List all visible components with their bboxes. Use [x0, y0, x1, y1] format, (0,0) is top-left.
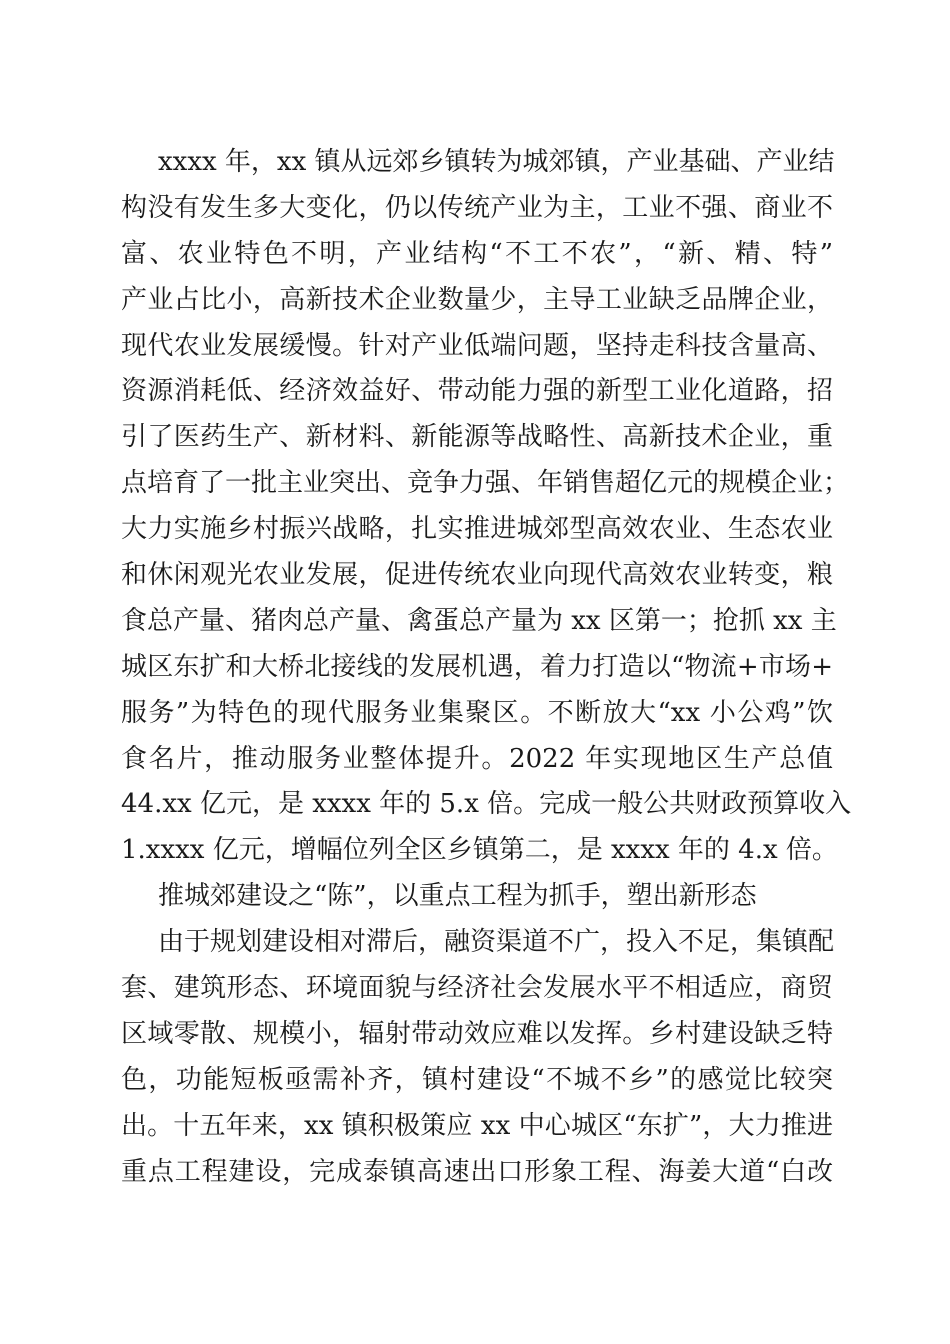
paragraph-line: 现代农业发展缓慢。针对产业低端问题，坚持走科技含量高、 — [121, 330, 833, 361]
paragraph-line: 资源消耗低、经济效益好、带动能力强的新型工业化道路，招 — [121, 376, 833, 407]
paragraph-line: 引了医药生产、新材料、新能源等战略性、高新技术企业，重 — [121, 422, 833, 453]
paragraph-line: 和休闲观光农业发展，促进传统农业向现代高效农业转变，粮 — [121, 560, 833, 591]
paragraph-economy — [121, 140, 852, 874]
paragraph-line: xxxx 年，xx 镇从远郊乡镇转为城郊镇，产业基础、产业结 — [158, 147, 835, 177]
paragraph-line: 出。十五年来，xx 镇积极策应 xx 中心城区“东扩”，大力推进 — [121, 1110, 833, 1141]
section-heading: 推城郊建设之“陈”，以重点工程为抓手，塑出新形态 — [158, 881, 757, 912]
paragraph-line: 重点工程建设，完成泰镇高速出口形象工程、海姜大道“白改 — [121, 1156, 833, 1187]
paragraph-line: 1.xxxx 亿元，增幅位列全区乡镇第二，是 xxxx 年的 4.x 倍。 — [121, 835, 838, 866]
paragraph-line: 食名片，推动服务业整体提升。2022 年实现地区生产总值 — [121, 743, 833, 774]
paragraph-line: 区域零散、规模小，辐射带动效应难以发挥。乡村建设缺乏特 — [121, 1018, 833, 1049]
document-body — [121, 140, 852, 1195]
paragraph-line: 构没有发生多大变化，仍以传统产业为主，工业不强、商业不 — [121, 192, 833, 223]
paragraph-line: 城区东扩和大桥北接线的发展机遇，着力打造以“物流+市场+ — [121, 651, 833, 682]
paragraph-line: 大力实施乡村振兴战略，扎实推进城郊型高效农业、生态农业 — [121, 514, 833, 545]
paragraph-line: 富、农业特色不明，产业结构“不工不农”，“新、精、特” — [121, 238, 833, 269]
paragraph-line: 44.xx 亿元，是 xxxx 年的 5.x 倍。完成一般公共财政预算收入 — [121, 789, 852, 820]
paragraph-line: 点培育了一批主业突出、竞争力强、年销售超亿元的规模企业； — [121, 468, 850, 499]
paragraph-line: 食总产量、猪肉总产量、禽蛋总产量为 xx 区第一；抢抓 xx 主 — [121, 605, 837, 636]
paragraph-line: 色，功能短板亟需补齐，镇村建设“不城不乡”的感觉比较突 — [121, 1064, 833, 1095]
paragraph-line: 服务”为特色的现代服务业集聚区。不断放大“xx 小公鸡”饮 — [121, 697, 833, 728]
paragraph-construction — [121, 920, 833, 1195]
paragraph-line: 产业占比小，高新技术企业数量少，主导工业缺乏品牌企业， — [121, 284, 833, 315]
paragraph-line: 由于规划建设相对滞后，融资渠道不广，投入不足，集镇配 — [158, 927, 835, 958]
paragraph-line: 套、建筑形态、环境面貌与经济社会发展水平不相适应，商贸 — [121, 973, 833, 1004]
